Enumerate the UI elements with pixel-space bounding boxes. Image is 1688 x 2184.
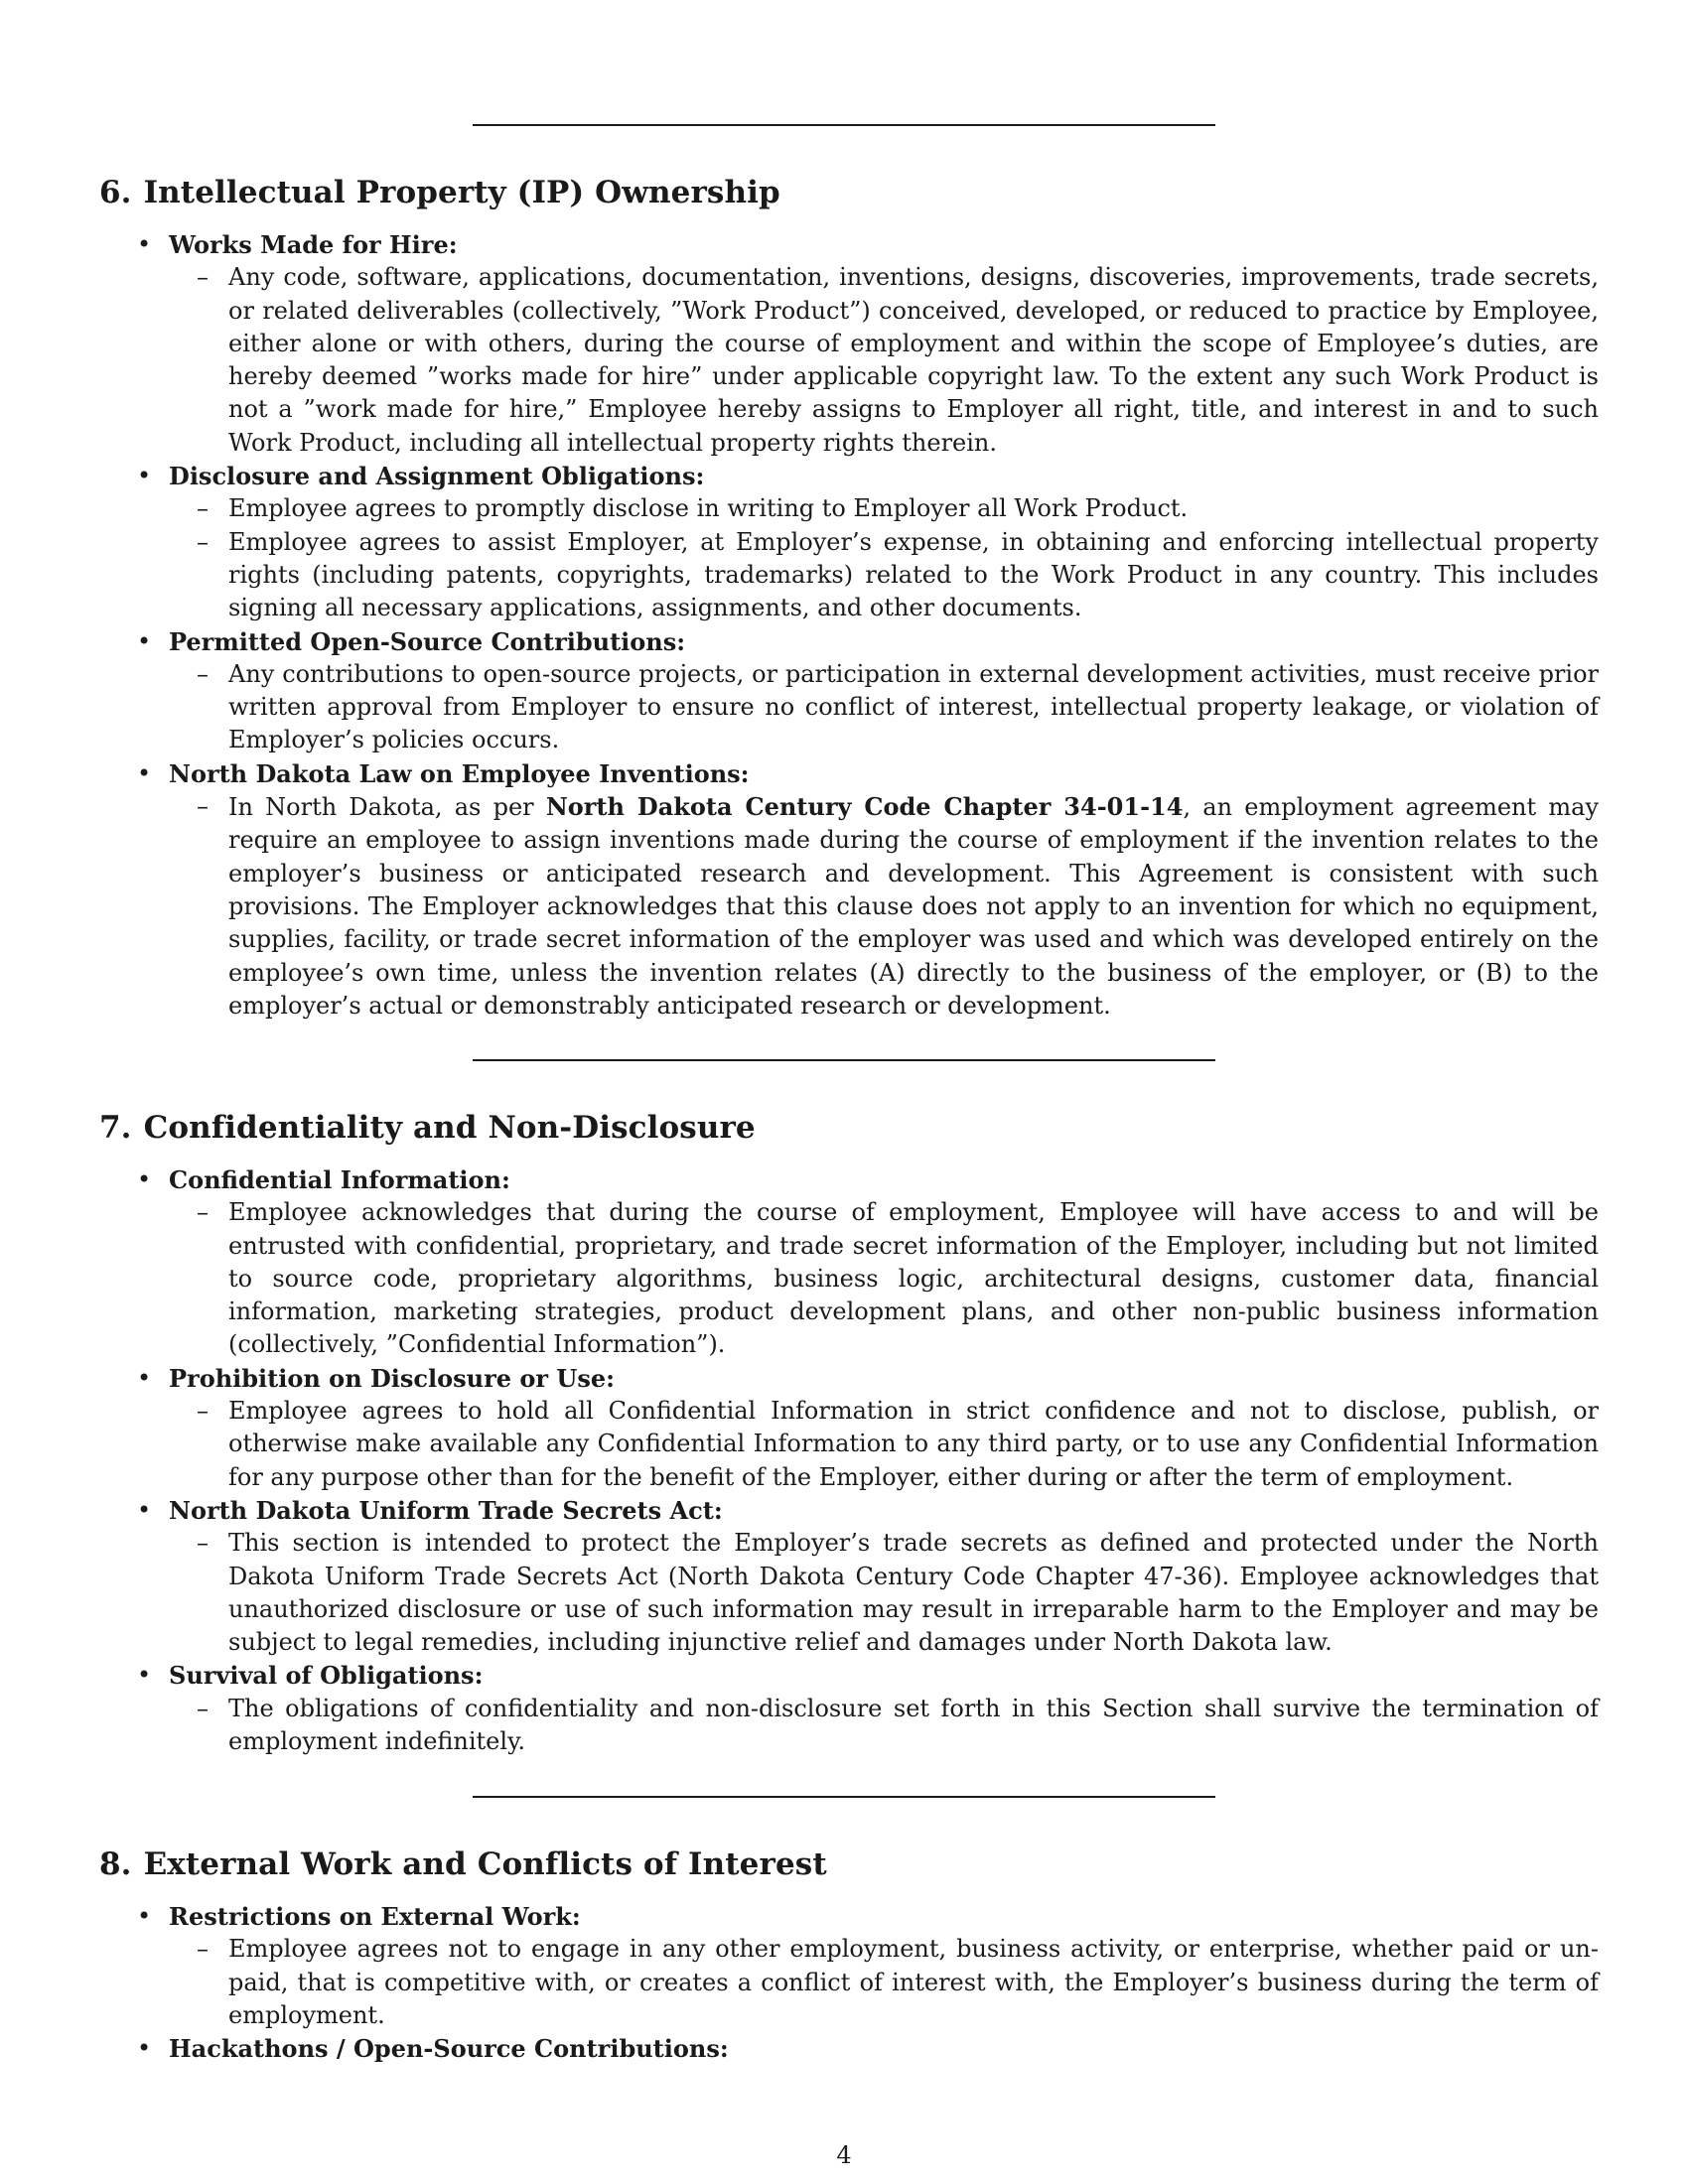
dash-icon: – bbox=[197, 1694, 209, 1722]
clause-item bbox=[99, 625, 1599, 757]
dash-icon: – bbox=[197, 659, 209, 688]
clause-item bbox=[99, 1900, 1599, 2032]
bullet-icon: • bbox=[137, 626, 152, 655]
section-title: Confidentiality and Non-Disclosure bbox=[143, 1110, 756, 1146]
clause-label: Prohibition on Disclosure or Use: bbox=[169, 1363, 615, 1393]
section-heading bbox=[99, 1839, 1599, 1890]
subclause-list bbox=[169, 790, 1599, 1023]
clause-label: Works Made for Hire: bbox=[169, 230, 458, 259]
bullet-icon: • bbox=[137, 1661, 152, 1690]
clause-item bbox=[99, 1494, 1599, 1659]
section-divider bbox=[473, 124, 1215, 126]
subclause-text: Any contributions to open-source projects, or participation in external development activities, must receive prior written approval from Employer to ensure no conflict of interest, intellectual property leakage, or violation of Employer’s policies occurs. bbox=[228, 659, 1599, 754]
subclause-list bbox=[169, 658, 1599, 757]
section-heading bbox=[99, 167, 1599, 218]
clause-item bbox=[99, 2032, 1599, 2065]
statute-citation: North Dakota Century Code Chapter 34-01-14 bbox=[545, 792, 1184, 822]
bullet-icon: • bbox=[137, 1495, 152, 1524]
clause-item bbox=[99, 1163, 1599, 1362]
subclause-list bbox=[169, 1693, 1599, 1759]
clause-list bbox=[99, 1163, 1599, 1758]
subclause-text-lead: In North Dakota, as per bbox=[228, 793, 546, 822]
section-number: 8. bbox=[99, 1846, 132, 1882]
clause-item bbox=[99, 1659, 1599, 1758]
subclause-item bbox=[169, 1196, 1599, 1361]
clause-list bbox=[99, 1900, 1599, 2065]
section-divider bbox=[473, 1796, 1215, 1798]
clause-item bbox=[99, 228, 1599, 460]
bullet-icon: • bbox=[137, 1363, 152, 1392]
subclause-text-rest: , an employment agreement may require an employee to assign inventions made during the course of employment if the invention relates to the employer’s business or anticipated research and development. This Agreement is consistent with such provisions. The Employer acknowledges that this clause does not apply to an invention for which no equipment, supplies, facility, or trade secret information of the employer was used and which was developed entirely on the employee’s own time, unless the invention relates (A) directly to the business of the employer, or (B) to the employer’s actual or demonstrably anticipated research or development. bbox=[228, 793, 1600, 1020]
subclause-text bbox=[228, 793, 1599, 1020]
section-8 bbox=[99, 1839, 1599, 2065]
subclause-item bbox=[169, 1395, 1599, 1494]
clause-label: Disclosure and Assignment Obligations: bbox=[169, 462, 705, 491]
clause-item bbox=[99, 757, 1599, 1023]
page-number: 4 bbox=[836, 2141, 852, 2169]
subclause-item bbox=[169, 1933, 1599, 2032]
subclause-text: Employee acknowledges that during the course of employment, Employee will have access to and will be entrusted with confidential, proprietary, and trade secret information of the Employer, including but not limited to source code, proprietary algorithms, business logic, architectural designs, customer data, financial information, marketing strategies, product development plans, and other non-public business information (collectively, ”Confidential Information”). bbox=[228, 1198, 1599, 1359]
dash-icon: – bbox=[197, 263, 209, 292]
clause-label: Restrictions on External Work: bbox=[169, 1902, 581, 1931]
dash-icon: – bbox=[197, 1198, 209, 1227]
section-title: External Work and Conflicts of Interest bbox=[143, 1846, 827, 1882]
bullet-icon: • bbox=[137, 2034, 152, 2063]
bullet-icon: • bbox=[137, 230, 152, 258]
section-number: 6. bbox=[99, 175, 132, 210]
subclause-list bbox=[169, 492, 1599, 624]
subclause-item bbox=[169, 261, 1599, 460]
section-title: Intellectual Property (IP) Ownership bbox=[143, 175, 780, 210]
section-heading bbox=[99, 1102, 1599, 1154]
dash-icon: – bbox=[197, 1529, 209, 1558]
clause-label: Permitted Open-Source Contributions: bbox=[169, 626, 686, 656]
subclause-item bbox=[169, 1693, 1599, 1759]
subclause-item bbox=[169, 658, 1599, 757]
section-number: 7. bbox=[99, 1110, 132, 1146]
subclause-text: Employee agrees to promptly disclose in writing to Employer all Work Product. bbox=[228, 494, 1189, 523]
dash-icon: – bbox=[197, 494, 209, 523]
subclause-text: Employee agrees not to engage in any other employment, business activity, or enterprise, whether paid or unpaid, that is competitive with, or creates a conflict of interest with, the Employer’s business during the term of employment. bbox=[228, 1935, 1599, 2029]
subclause-list bbox=[169, 1933, 1599, 2032]
dash-icon: – bbox=[197, 1397, 209, 1426]
dash-icon: – bbox=[197, 527, 209, 556]
section-6 bbox=[99, 167, 1599, 1023]
subclause-list bbox=[169, 1196, 1599, 1361]
subclause-text: Employee agrees to assist Employer, at Employer’s expense, in obtaining and enforcing intellectual property rights (including patents, copyrights, trademarks) related to the Work Product in any country. This includes signing all necessary applications, assignments, and other documents. bbox=[228, 527, 1599, 622]
clause-list bbox=[99, 228, 1599, 1023]
bullet-icon: • bbox=[137, 1902, 152, 1930]
clause-label: North Dakota Uniform Trade Secrets Act: bbox=[169, 1495, 723, 1525]
dash-icon: – bbox=[197, 792, 209, 821]
subclause-list bbox=[169, 1395, 1599, 1494]
clause-label: North Dakota Law on Employee Inventions: bbox=[169, 758, 750, 788]
dash-icon: – bbox=[197, 1935, 209, 1964]
clause-item bbox=[99, 460, 1599, 624]
section-7 bbox=[99, 1102, 1599, 1758]
subclause-text: Employee agrees to hold all Confidential Information in strict confidence and not to disclose, publish, or otherwise make available any Confidential Information to any third party, or to use any Confidential Information for any purpose other than for the benefit of the Employer, either during or after the term of employment. bbox=[228, 1397, 1599, 1491]
subclause-item bbox=[169, 526, 1599, 625]
bullet-icon: • bbox=[137, 462, 152, 490]
subclause-text: This section is intended to protect the Employer’s trade secrets as defined and protected under the North Dakota Uniform Trade Secrets Act (North Dakota Century Code Chapter 47-36). Employee acknowledges that unauthorized disclosure or use of such information may result in irreparable harm to the Employer and may be subject to legal remedies, including injunctive relief and damages under North Dakota law. bbox=[228, 1529, 1599, 1657]
clause-label: Confidential Information: bbox=[169, 1165, 510, 1194]
subclause-item bbox=[169, 790, 1599, 1023]
subclause-list bbox=[169, 261, 1599, 460]
clause-label: Hackathons / Open-Source Contributions: bbox=[169, 2034, 729, 2064]
subclause-item bbox=[169, 1527, 1599, 1659]
subclause-text: The obligations of confidentiality and non-disclosure set forth in this Section shall survive the termination of employment indefinitely. bbox=[228, 1694, 1599, 1756]
subclause-text: Any code, software, applications, documentation, inventions, designs, discoveries, improvements, trade secrets, or related deliverables (collectively, ”Work Product”) conceived, developed, or reduced to practice by Employee, either alone or with others, during the course of employment and within the scope of Employee’s duties, are hereby deemed ”works made for hire” under applicable copyright law. To the extent any such Work Product is not a ”work made for hire,” Employee hereby assigns to Employer all right, title, and interest in and to such Work Product, including all intellectual property rights therein. bbox=[228, 263, 1599, 457]
subclause-list bbox=[169, 1527, 1599, 1659]
bullet-icon: • bbox=[137, 758, 152, 787]
clause-item bbox=[99, 1362, 1599, 1494]
bullet-icon: • bbox=[137, 1165, 152, 1193]
section-divider bbox=[473, 1059, 1215, 1061]
clause-label: Survival of Obligations: bbox=[169, 1661, 484, 1691]
subclause-item bbox=[169, 492, 1599, 525]
